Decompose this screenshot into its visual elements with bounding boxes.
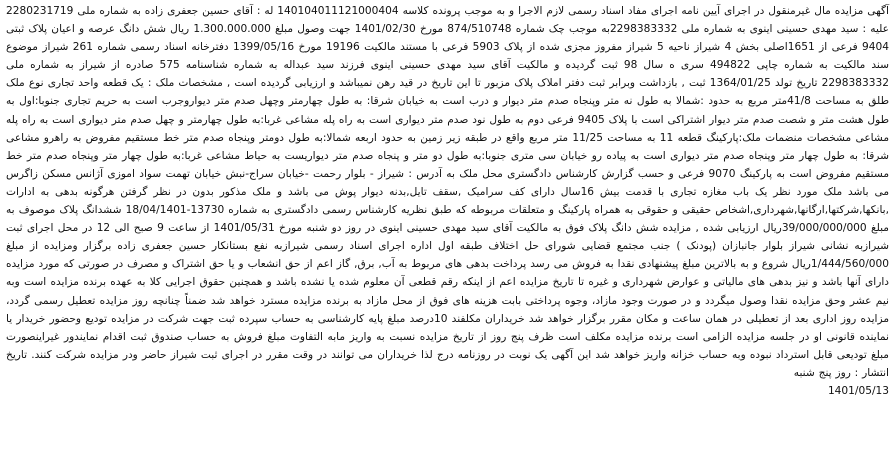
publication-date: 1401/05/13 xyxy=(827,384,889,397)
notice-body: آگهی مزایده مال غیرمنقول در اجرای آیین نامه اجرای مفاد اسناد رسمی لازم الاجرا و به موجب پرونده کلاسه 140104011121000404 له : آقای حسین جعفری زاده به شماره ملی 2280231719 علیه : سید مهدی حسینی اینوی به شماره ملی 2298383332به موجب چک شماره 874/510748 مورخ 1401/02/30 جهت وصول مبلغ 1.300.000.000 ریال شش دانگ عرصه و اعیان پلاک ثبتی 9404 فرعی از 1651اصلی بخش 4 شیراز ناحیه 5 شیراز مفروز مجزی شده از پلاک 5903 فرعی با مستند مالکیت 19196 مورخ 1399/05/16 دفترخانه اسناد رسمی شماره 261 شیراز موضوع سند مالکیت به شماره چاپی 494822 سری ه سال 98 ثبت گردیده و مالکیت آقای سید مهدی حسینی اینوی فرزند سید عبداله به شماره شناسنامه 575 صادره از شیراز به شماره ملی 2298383332 تاریخ تولد 1364/01/25 ثبت , بازداشت وبرابر ثبت دفتر املاک پلاک مزبور تا این تاریخ در قید رهن نمیباشد و ارزیابی گردیده است , مشخصات ملک : یک قطعه واحد تجاری نوع ملک طلق به مساحت 41/8متر مربع به حدود :شمالا به طول نه متر وپنجاه صدم متر دیوار و درب است به خیابان شرقا: به طول چهارمتر وچهل صدم متر دیواروجرب است به حریم تجاری جنوبا:اول به طول هشت متر و شصت صدم متر دیوار اشتراکی است با پلاک 9405 فرعی دوم به طول نود صدم متر دیواری است به راه پله مشاعی غربا:به طول چهارمتر و چهل صدم متر دیواری است به راه پله مشاعی مشخصات منضمات ملک:پارکینگ قطعه 11 به مساحت 11/25 متر مربع واقع در طبقه زیر زمین به حدود اربعه شمالا:به طول دومتر وپنجاه صدم متر خط مستقیم مفروض به راهرو مشاعی شرقا: به طول چهار متر وپنجاه صدم متر دیواری است به پیاده رو خیابان سی متری جنوبا:به طول دو متر و پنجاه صدم متر دیواریست به حیاط مشاعی غربا:به طول چهار متر وپنجاه صدم متر خط مستقیم مفروض است به پارکینگ 9070 فرعی و حسب گزارش کارشناس دادگستری محل ملک به آدرس : شیراز - بلوار رحمت -خیابان سراج-نبش خیابان تهمت سواد اموزی آژانس مسکن زاگرس می باشد ملک مورد نظر یک باب مغازه تجاری با قدمت بیش 16سال دارای کف سرامیک ,سقف تایل,بدنه دیوار پوش می باشد و ملک مذکور بدون در نظر گرفتن هرگونه بدهی به ادارات ,بانکها,شرکتها,ارگانها,شهرداری,اشخاص حقیقی و حقوقی به همراه پارکینگ و متعلقات مربوطه که طبق نظریه کارشناس رسمی دادگستری به شماره 13730-18/04/1401 ششدانگ پلاک موصوف به مبلغ 39/000/000/000ریال ارزیابی شده , مزایده شش دانگ پلاک فوق به مالکیت آقای سید مهدی حسینی اینوی در روز دو شنبه مورخ 1401/05/31 از ساعت 9 صبح الی 12 در محل اجرای ثبت شیرازبه نشانی شیراز بلوار جانبازان (پودنک ) جنب مجتمع قضایی شورای حل اختلاف طبقه اول اداره اجرای اسناد رسمی شیرازبه نفع بستانکار حسین جعفری زاده برگزار ومزایده از مبلغ 1/444/560/000ریال شروع و به بالاترین مبلغ پیشنهادی نقدا به فروش می رسد پرداخت بدهی های مربوط به آب, برق, گاز اعم از حق انشعاب و یا حق اشتراک و مصرف در صورتی که مورد مزایده دارای آنها باشد و نیز بدهی های مالیاتی و عوارض شهرداری و غیره تا تاریخ مزایده اعم از اینکه رقم قطعی آن معلوم شده یا نشده باشد و همچنین حقوق اجرایی کلا به عهده برنده مزایده است وبه نیم عشر وحق مزایده نقدا وصول میگردد و در صورت وجود مازاد، وجوه پرداختی بابت هزینه های فوق از محل مازاد به برنده مزایده مسترد خواهد شد ضمناً چنانچه روز مزایده تعطیل رسمی گردد، مزایده روز اداری بعد از تعطیلی در همان ساعت و مکان مقرر برگزار خواهد شد خریداران مکلفند 10درصد مبلغ پایه کارشناسی به حساب سپرده ثبت جهت شرکت در مزایده تودیع وحضور خریدار یا نماینده قانونی او در جلسه مزایده الزامی است برنده مزایده مکلف است ظرف پنج روز از تاریخ مزایده نسبت به واریز مابه التفاوت مبلغ فروش به حساب صندوق ثبت اقدام نمایندور غیراینصورت مبلغ تودیعی قابل استرداد نبوده وبه حساب خزانه واریز خواهد شد این آگهی یک نوبت در روزنامه درج لذا خریداران می توانند در وقت مقرر در اجرای ثبت شیراز حاضر ودر مزایده شرکت کنند. تاریخ انتشار : روز پنج شنبه xyxy=(6,5,890,379)
